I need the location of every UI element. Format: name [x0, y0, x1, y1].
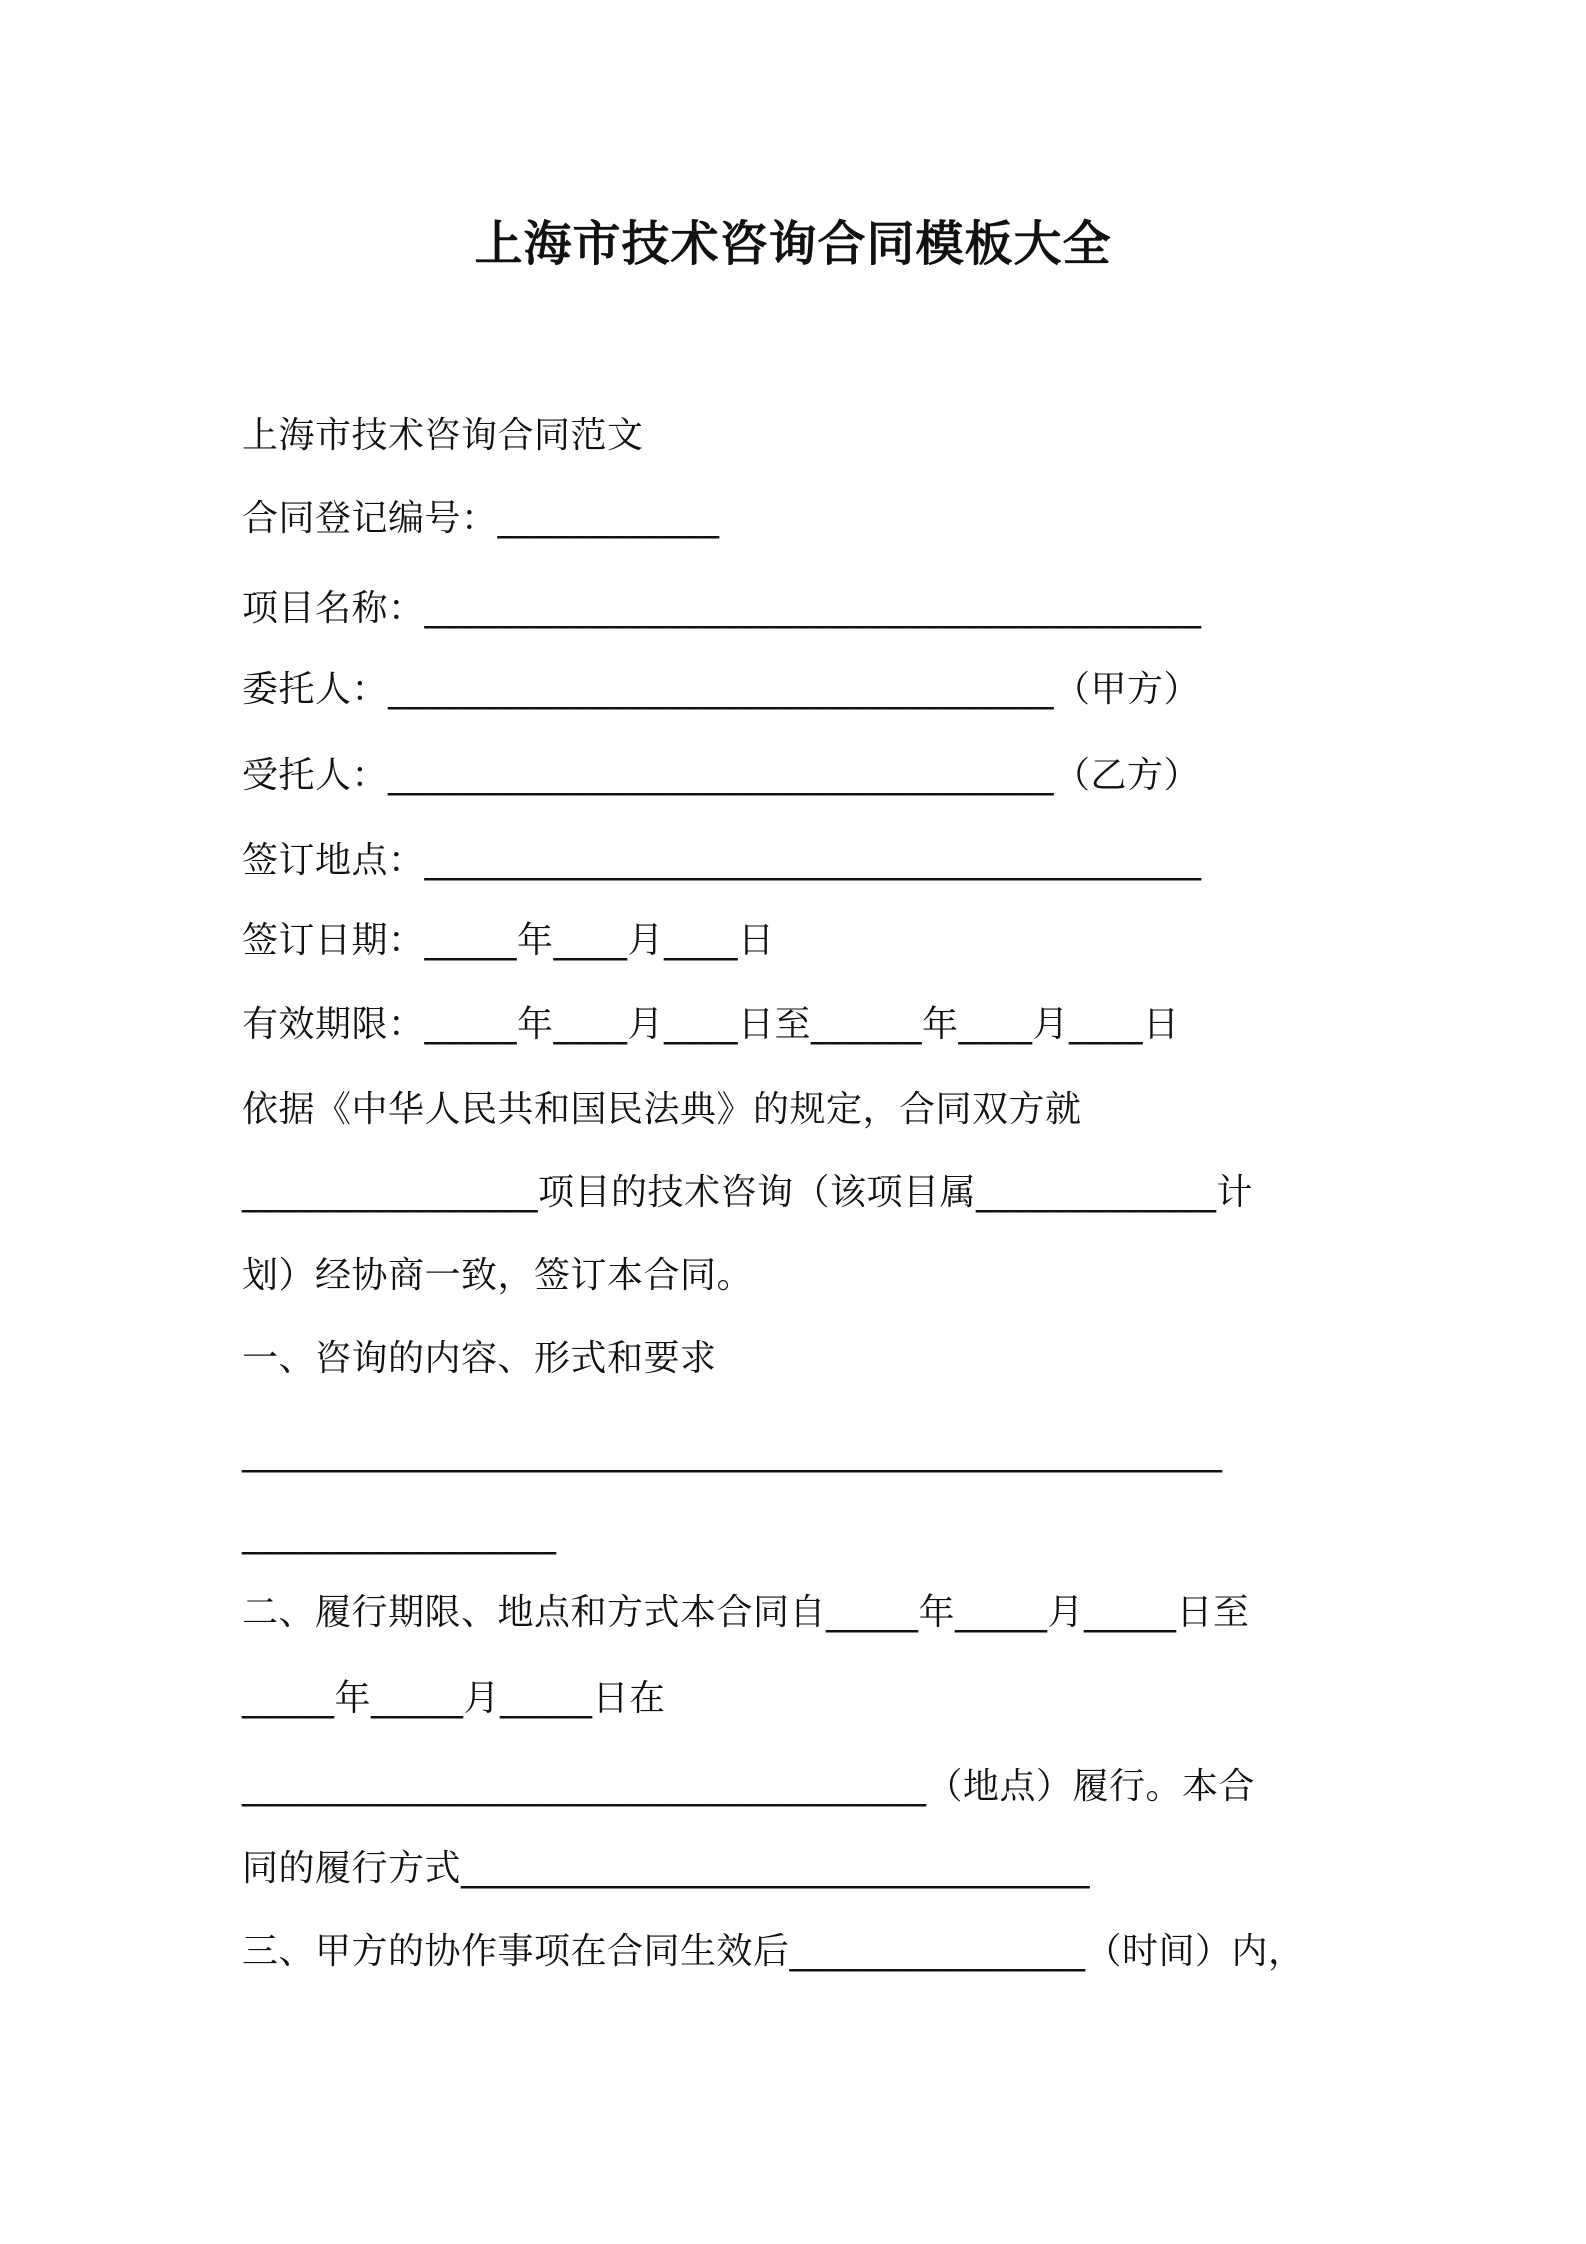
document-subtitle: 上海市技术咨询合同范文 — [242, 415, 644, 456]
registration-number-line: 合同登记编号：____________ — [242, 498, 720, 539]
legal-basis-line-3: 划）经协商一致，签订本合同。 — [242, 1255, 754, 1296]
project-name-line: 项目名称：__________________________________________ — [242, 588, 1202, 629]
legal-basis-line-1: 依据《中华人民共和国民法典》的规定，合同双方就 — [242, 1089, 1082, 1130]
section-1-heading: 一、咨询的内容、形式和要求 — [242, 1338, 717, 1379]
section-1-blank-line-1: _____________________________________________________ — [242, 1432, 1223, 1473]
section-2-line-1: 二、履行期限、地点和方式本合同自_____年_____月_____日至 — [242, 1592, 1250, 1633]
legal-basis-line-2: ________________项目的技术咨询（该项目属_____________计 — [242, 1172, 1254, 1213]
section-2-line-3: _____________________________________（地点）履行。本合 — [242, 1766, 1256, 1807]
signing-place-line: 签订地点：__________________________________________ — [242, 840, 1202, 881]
consultant-line: 受托人：____________________________________（乙方） — [242, 755, 1201, 796]
document-title: 上海市技术咨询合同模板大全 — [474, 216, 1112, 272]
section-2-line-2: _____年_____月_____日在 — [242, 1678, 666, 1719]
section-1-blank-line-2: _________________ — [242, 1514, 557, 1555]
validity-period-line: 有效期限：_____年____月____日至______年____月____日 — [242, 1004, 1180, 1045]
section-3-line-1: 三、甲方的协作事项在合同生效后________________（时间）内， — [242, 1931, 1305, 1972]
client-line: 委托人：____________________________________（甲方） — [242, 669, 1201, 710]
signing-date-line: 签订日期：_____年____月____日 — [242, 920, 775, 961]
section-2-line-4: 同的履行方式__________________________________ — [242, 1848, 1091, 1889]
